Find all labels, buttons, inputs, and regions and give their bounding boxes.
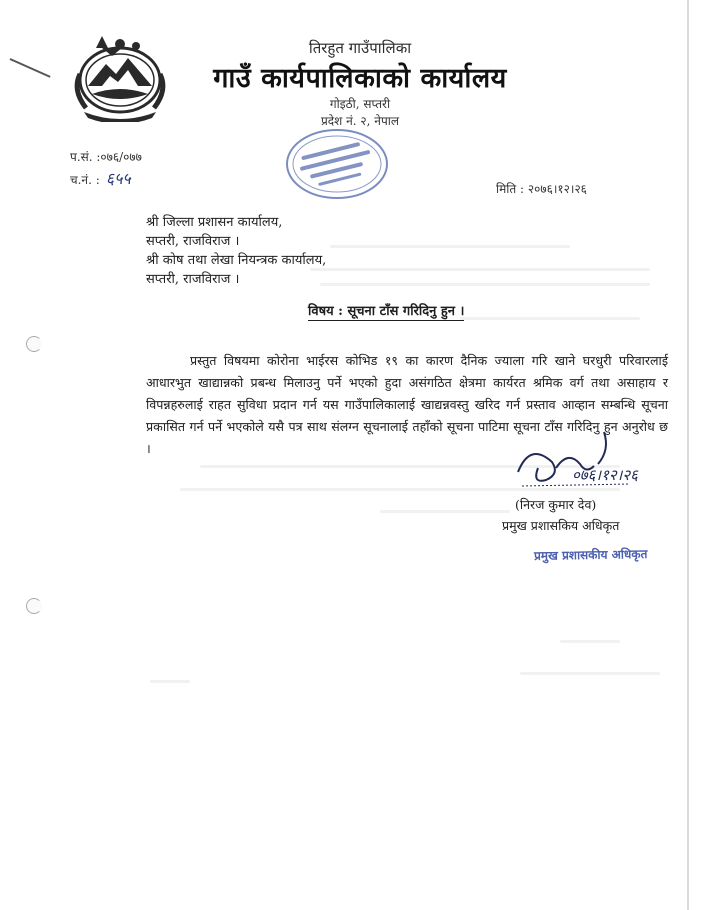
addressee-block bbox=[146, 213, 326, 289]
body-paragraph: प्रस्तुत विषयमा कोरोना भाईरस कोभिड १९ का कारण दैनिक ज्याला गरि खाने घरधुरी परिवारलाई आधारभुत खाद्यान्नको प्रबन्ध मिलाउनु पर्ने भएको हुदा असंगठित क्षेत्रमा कार्यरत श्रमिक वर्ग तथा असाहाय र विपन्नहरुलाई राहत सुविधा प्रदान गर्न यस गाउँपालिकालाई खाद्यन्नवस्तु खरिद गर्न प्रस्ताव आव्हान सम्बन्धि सूचना प्रकासित गर्न पर्ने भएकोले यसै पत्र साथ संलग्न सूचनालाई तहाँको सूचना पाटिमा सूचना टाँस गरिदिनु हुन अनुरोध छ । bbox=[146, 353, 668, 456]
handwritten-date: ०७६।१२।२६ bbox=[572, 466, 638, 484]
punch-hole-top bbox=[26, 336, 42, 352]
addressee-line: सप्तरी, राजविराज । bbox=[146, 234, 240, 249]
addressee-line: श्री जिल्ला प्रशासन कार्यालय, bbox=[146, 215, 283, 230]
bleed-through bbox=[310, 268, 650, 271]
dispatch-number-label: च.नं. : bbox=[70, 173, 100, 187]
designation-stamp: प्रमुख प्रशासकीय अधिकृत bbox=[533, 547, 648, 563]
bleed-through bbox=[560, 640, 620, 643]
bleed-through bbox=[460, 317, 640, 320]
addressee-line: सप्तरी, राजविराज । bbox=[146, 272, 240, 287]
dispatch-number bbox=[70, 167, 131, 189]
bleed-through bbox=[380, 510, 510, 513]
dispatch-number-value: ६५५ bbox=[105, 169, 131, 188]
address-line-1: गोइठी, सप्तरी bbox=[329, 97, 391, 111]
letter-subject: विषय : सूचना टाँस गरिदिनु हुन । bbox=[308, 301, 464, 321]
signatory-title: प्रमुख प्रशासकिय अधिकृत bbox=[502, 518, 620, 533]
letter-date: मिति : २०७६।१२।२६ bbox=[496, 182, 587, 196]
letter-number: प.सं. :०७६/०७७ bbox=[70, 150, 142, 164]
addressee-line: श्री कोष तथा लेखा नियन्त्रक कार्यालय, bbox=[146, 253, 327, 268]
municipality-name: तिरहुत गाउँपालिका bbox=[308, 39, 412, 57]
punch-hole-bottom bbox=[26, 598, 42, 614]
handwritten-signature-icon bbox=[508, 428, 688, 500]
bleed-through bbox=[330, 245, 570, 248]
bleed-through bbox=[520, 672, 660, 675]
bleed-through bbox=[150, 680, 190, 683]
office-stamp-icon bbox=[282, 124, 392, 204]
office-title: गाउँ कार्यपालिकाको कार्यालय bbox=[213, 63, 507, 94]
nepal-emblem-icon bbox=[66, 34, 174, 122]
address-line-2: प्रदेश नं. २, नेपाल bbox=[320, 114, 400, 128]
signatory-name: (निरज कुमार देव) bbox=[515, 497, 597, 512]
scan-mark bbox=[10, 58, 51, 78]
bleed-through bbox=[320, 283, 650, 286]
